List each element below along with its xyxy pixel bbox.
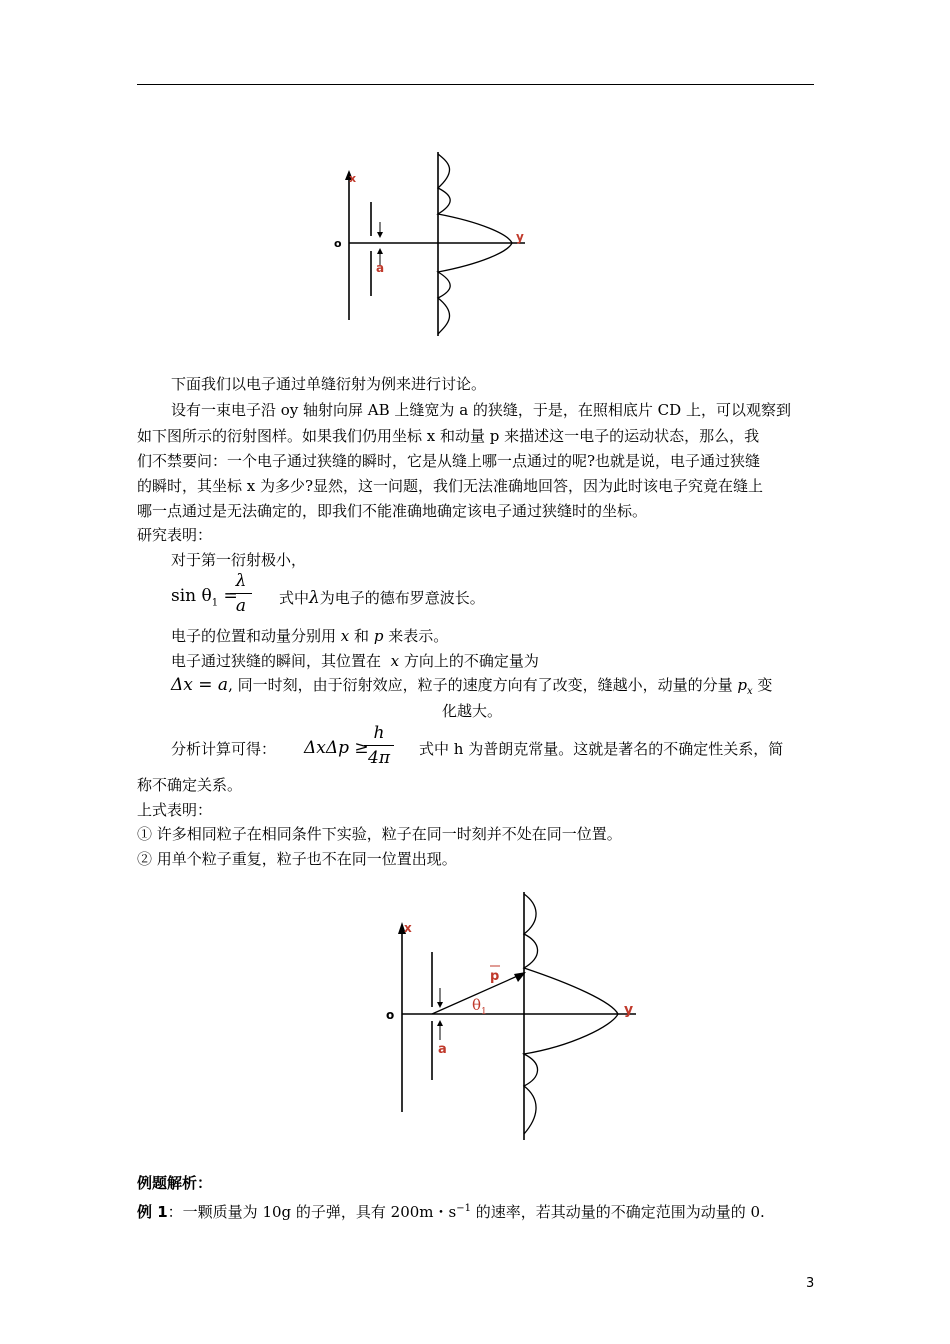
conclusion-heading: 上式表明： — [137, 801, 213, 819]
figure2-label-x: x — [404, 921, 412, 935]
analysis-description-line2: 称不确定关系。 — [137, 776, 243, 794]
formula1-fraction: λ a — [230, 570, 252, 617]
delta-x-line2: 化越大。 — [442, 702, 503, 720]
conclusion-item-1: ① 许多相同粒子在相同条件下实验，粒子在同一时刻并不处在同一位置。 — [137, 825, 622, 843]
figure2-label-theta: $\theta_1$ — [472, 996, 487, 1017]
figure2-label-y: y — [624, 1002, 634, 1018]
figure1-label-x: x — [349, 172, 357, 185]
diffraction-figure-1 — [330, 148, 540, 340]
example-1: 例 1：一颗质量为 10g 的子弹，具有 200m・$s^{-1}$ 的速率，若其动量的不确定范围为动量的 0. — [137, 1203, 765, 1221]
analysis-description: 式中 h 为普朗克常量。这就是著名的不确定性关系，简 — [419, 740, 784, 758]
figure1-label-o: o — [334, 237, 342, 250]
delta-x-line: Δx = a, 同一时刻，由于衍射效应，粒子的速度方向有了改变，缝越小，动量的分量 $p_x$ 变 — [171, 675, 773, 697]
uncertainty-relation-fraction: h 4π — [364, 722, 394, 769]
diffraction-figure-2 — [376, 890, 646, 1142]
figure2-label-p: p — [490, 969, 500, 984]
uncertainty-relation-lhs: ΔxΔp ≥ — [304, 738, 369, 758]
para1-line2: 设有一束电子沿 oy 轴射向屏 AB 上缝宽为 a 的狭缝，于是，在照相底片 CD 上，可以观察到 — [171, 401, 791, 419]
para1-line5: 的瞬时，其坐标 x 为多少?显然，这一问题，我们无法准确地回答，因为此时该电子究竟在缝上 — [137, 477, 764, 495]
para1-line1: 下面我们以电子通过单缝衍射为例来进行讨论。 — [171, 375, 487, 393]
formula1-lhs: $\sin \theta_1$ = — [171, 586, 238, 609]
example-heading: 例题解析： — [137, 1174, 213, 1192]
figure2-label-o: o — [386, 1008, 395, 1022]
analysis-label: 分析计算可得： — [171, 740, 277, 758]
header-rule — [137, 84, 814, 85]
page-number: 3 — [806, 1276, 815, 1291]
conclusion-item-2: ② 用单个粒子重复，粒子也不在同一位置出现。 — [137, 850, 457, 868]
figure1-label-y: y — [516, 230, 524, 244]
first-minimum-text: 对于第一衍射极小， — [171, 551, 307, 569]
para1-line3: 如下图所示的衍射图样。如果我们仍用坐标 x 和动量 p 来描述这一电子的运动状态，那么，我 — [137, 427, 760, 445]
formula1-description: 式中λ为电子的德布罗意波长。 — [279, 588, 485, 608]
position-momentum-text: 电子的位置和动量分别用 x 和 p 来表示。 — [171, 627, 449, 645]
para1-line6: 哪一点通过是无法确定的，即我们不能准确地确定该电子通过狭缝时的坐标。 — [137, 502, 648, 520]
figure2-label-a: a — [438, 1042, 447, 1057]
figure1-label-a: a — [376, 261, 385, 275]
para1-line4: 们不禁要问：一个电子通过狭缝的瞬时，它是从缝上哪一点通过的呢?也就是说，电子通过狭缝 — [137, 452, 761, 470]
uncertainty-text: 电子通过狭缝的瞬间，其位置在 x 方向上的不确定量为 — [171, 652, 539, 670]
research-heading: 研究表明： — [137, 526, 213, 544]
